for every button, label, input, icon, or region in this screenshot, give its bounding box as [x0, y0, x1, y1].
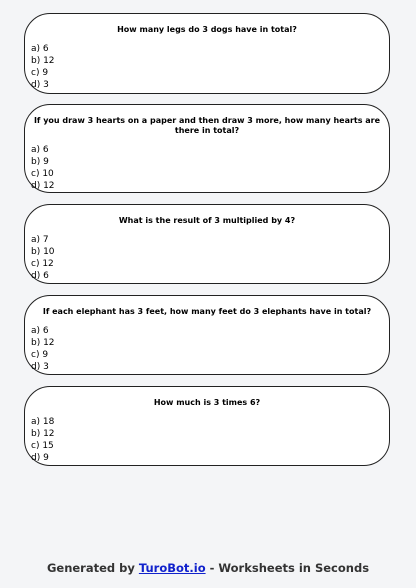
option-4b: b) 12	[31, 338, 55, 348]
question-text-1: How many legs do 3 dogs have in total?	[117, 25, 297, 34]
option-1c: c) 9	[31, 68, 49, 78]
question-card-3	[24, 204, 390, 284]
option-1b: b) 12	[31, 56, 55, 66]
question-card-4	[24, 295, 390, 375]
option-3b: b) 10	[31, 247, 55, 257]
option-5d: d) 9	[31, 453, 49, 463]
footer-suffix: - Worksheets in Seconds	[205, 561, 370, 575]
option-2d: d) 12	[31, 181, 55, 191]
option-1a: a) 6	[31, 44, 49, 54]
option-4a: a) 6	[31, 326, 49, 336]
options-list-5	[25, 416, 389, 464]
option-5c: c) 15	[31, 441, 54, 451]
option-3c: c) 12	[31, 259, 54, 269]
footer	[0, 561, 416, 575]
options-list-2	[25, 144, 389, 192]
question-text-3: What is the result of 3 multiplied by 4?	[118, 216, 296, 225]
question-text-5: How much is 3 times 6?	[153, 398, 261, 407]
question-text-4: If each elephant has 3 feet, how many feet do 3 elephants have in total?	[42, 307, 372, 316]
option-2c: c) 10	[31, 169, 54, 179]
options-list-4	[25, 325, 389, 373]
footer-prefix: Generated by	[46, 561, 139, 575]
question-card-1	[24, 13, 390, 94]
turobot-link[interactable]: TuroBot.io	[138, 561, 206, 575]
option-3a: a) 7	[31, 235, 49, 245]
option-5b: b) 12	[31, 429, 55, 439]
options-list-3	[25, 234, 389, 282]
question-card-2	[24, 104, 390, 193]
question-card-5	[24, 386, 390, 466]
option-1d: d) 3	[31, 80, 49, 90]
question-text-2: If you draw 3 hearts on a paper and then draw 3 more, how many hearts are there in total?	[33, 116, 381, 135]
option-2b: b) 9	[31, 157, 49, 167]
options-list-1	[25, 43, 389, 91]
option-5a: a) 18	[31, 417, 55, 427]
option-4c: c) 9	[31, 350, 49, 360]
option-4d: d) 3	[31, 362, 49, 372]
option-2a: a) 6	[31, 145, 49, 155]
option-3d: d) 6	[31, 271, 49, 281]
